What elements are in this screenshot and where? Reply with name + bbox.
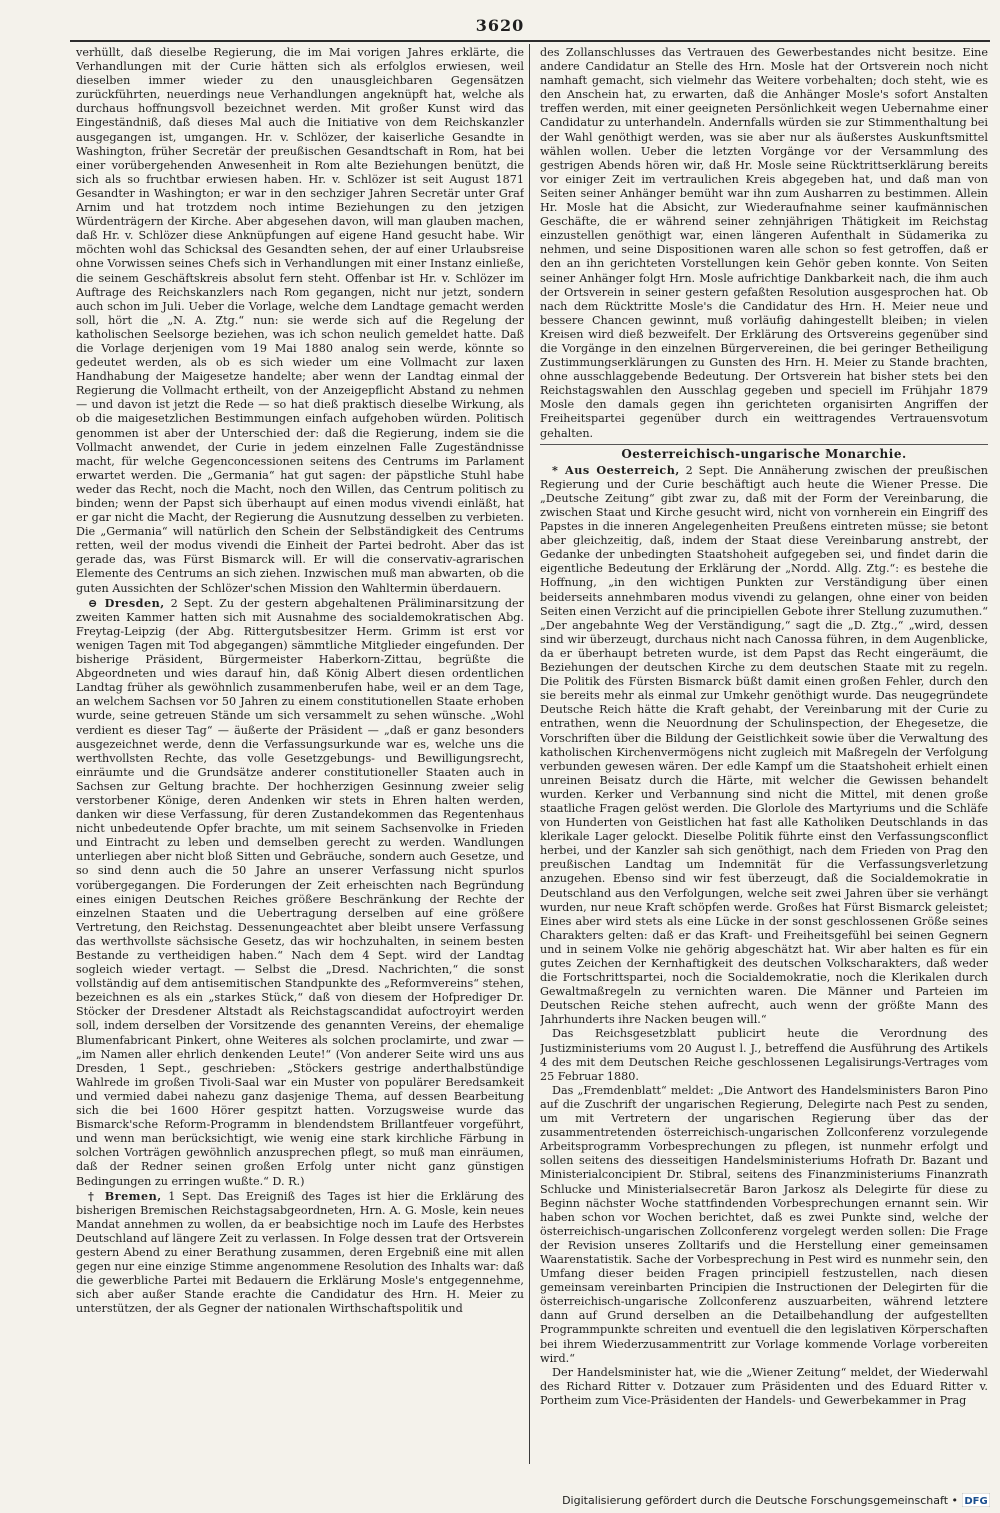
article-dresden [76,596,524,1189]
digitization-footer [0,1490,1000,1513]
article-schloezer-paragraph: verhüllt, daß dieselbe Regierung, die im Mai vorigen Jahres erklärte, die Verhandlungen mit der Curie hätten sich als erfolglos erwiesen, weil dieselben immer wieder zu den unausgleichbaren Gegensätzen zurückführten, neuerdings neue Verhandlungen angeknüpft hat, welche als durchaus hoffnungsvoll bezeichnet werden. Mit großer Kunst wird das Eingeständniß, daß dieses Mal auch die Initiative von dem Reichskanzler ausgegangen ist, umgangen. Hr. v. Schlözer, der kaiserliche Gesandte in Washington, früher Secretär der preußischen Gesandtschaft in Rom, hat bei einer vorübergehenden Anwesenheit in Rom alte Beziehungen benützt, die sich als so fruchtbar erwiesen haben. Hr. v. Schlözer ist seit August 1871 Gesandter in Washington; er war in den sechziger Jahren Secretär unter Graf Arnim und hat trotzdem noch intime Beziehungen zu den jetzigen Würdenträgern der Kirche. Aber abgesehen davon, will man glauben machen, daß Hr. v. Schlözer diese Anknüpfungen auf eigene Hand gesucht habe. Wir möchten wohl das Schicksal des Gesandten sehen, der auf einer Urlaubsreise ohne Vorwissen seines Chefs sich in Verhandlungen mit einer Instanz einließe, die seinem Geschäftskreis absolut fern steht. Offenbar ist Hr. v. Schlözer im Auftrage des Reichskanzlers nach Rom gegangen, nicht nur jetzt, sondern auch schon im Juli. Ueber die Vorlage, welche dem Landtage gemacht werden soll, hört die „N. A. Ztg.“ nun: sie werde sich auf die Regelung der katholischen Seelsorge beziehen, was ich schon neulich gemeldet hatte. Daß die Vorlage derjenigen vom 19 Mai 1880 analog sein werde, könnte so gedeutet werden, als ob es sich wieder um eine Vollmacht zur laxen Handhabung der Maigesetze handelte; aber wenn der Landtag einmal der Regierung die Vollmacht ertheilt, von der Anzeigepflicht Abstand zu nehmen — und davon ist jetzt die Rede — so hat dieß praktisch dieselbe Wirkung, als ob die maigesetzlichen Bestimmungen einfach aufgehoben würden. Politisch genommen ist aber der Unterschied der: daß die Regierung, indem sie die Vollmacht anwendet, der Curie in jedem einzelnen Falle Zugeständnisse macht, für welche Gegenconcessionen seitens des Centrums im Parlament erwartet werden. Die „Germania“ hat gut sagen: der päpstliche Stuhl habe weder das Recht, noch die Macht, noch den Willen, das Centrum politisch zu binden; wenn der Papst sich überhaupt auf einen modus vivendi einläßt, hat er gar nicht die Macht, der Regierung die Ausnutzung desselben zu verbieten. Die „Germania“ will natürlich den Schein der Selbständigkeit des Centrums retten, weil der modus vivendi die Einheit der Partei bedroht. Aber das ist gerade das, was Fürst Bismarck will. Er will die conservativ-agrarischen Elemente des Centrums an sich ziehen. Inzwischen muß man abwarten, ob die guten Aussichten der Schlözer'schen Mission den Wahltermin überdauern. [76,46,524,595]
article-bremen-text: 1 Sept. Das Ereigniß des Tages ist hier die Erklärung des bisherigen Bremischen Reichstagsabgeordneten, Hrn. A. G. Mosle, kein neues Mandat annehmen zu wollen, da er beabsichtige noch im Laufe des Herbstes Deutschland auf längere Zeit zu verlassen. In Folge dessen trat der Ortsverein gestern Abend zu einer Berathung zusammen, deren Ergebniß eine mit allen gegen nur eine einzige Stimme angenommene Resolution des Inhalts war: daß die gewerbliche Partei mit Bedauern die Erklärung Mosle's entgegennehme, sich aber außer Stande erachte die Candidatur des Hrn. H. Meier zu unterstützen, der als Gegner der nationalen Wirthschaftspolitik und [76,1189,524,1316]
article-handelsminister: Der Handelsminister hat, wie die „Wiener Zeitung“ meldet, der Wiederwahl des Richard Ritter v. Dotzauer zum Präsidenten und des Eduard Ritter v. Portheim zum Vice-Präsidenten der Handels- und Gewerbekammer in Prag [540,1365,988,1407]
section-heading-austria-hungary: Oesterreichisch-ungarische Monarchie. [540,444,988,461]
article-fremdenblatt: Das „Fremdenblatt“ meldet: „Die Antwort des Handelsministers Baron Pino auf die Zuschrift der ungarischen Regierung, Delegirte nach Pest zu senden, um mit Vertretern der ungarischen Regierung über das der zusammentretenden österreichisch-ungarischen Zollconferenz vorzulegende Arbeitsprogramm Vorbesprechungen zu pflegen, ist nunmehr erfolgt und sollen seitens des diesseitigen Handelsministeriums Hofrath Dr. Bazant und Ministerialconcipient Dr. Stibral, seitens des Finanzministeriums Finanzrath Schlucke und Ministerialsecretär Baron Jarkosz als Delegirte für diese zu Beginn nächster Woche stattfindenden Vorbesprechungen ernannt sein. Wir haben schon vor Wochen berichtet, daß es zwei Punkte sind, welche der österreichisch-ungarischen Zollconferenz vorgelegt werden sollen: Die Frage der Revision unseres Zolltarifs und die Herstellung einer gemeinsamen Waarenstatistik. Sache der Vorbesprechung in Pest wird es nunmehr sein, den Umfang dieser beiden Fragen principiell festzustellen, nach diesen gemeinsam vereinbarten Principien die Instructionen der Delegirten für die österreichisch-ungarische Zollconferenz auszuarbeiten, während letztere dann auf Grund derselben an die Detailbehandlung der aufgestellten Programmpunkte schreiten und eventuell die den legislativen Körperschaften bei ihrem Wiederzusammentritt zur Vorlage kommende Vorlage vorbereiten wird.“ [540,1083,988,1365]
dfg-logo-icon [962,1493,990,1507]
left-column [76,46,524,1466]
dateline-bremen: † Bremen, [88,1188,162,1203]
article-bremen-continued: des Zollanschlusses das Vertrauen des Gewerbestandes nicht besitze. Eine andere Candidatur an Stelle des Hrn. Mosle hat der Ortsverein noch nicht namhaft gemacht, sich vielmehr das Weitere vorbehalten; doch steht, wie es den Anschein hat, zu erwarten, daß die Anhänger Mosle's sofort Anstalten treffen werden, mit einer geeigneten Persönlichkeit wegen Uebernahme einer Candidatur zu unterhandeln. Andernfalls würden sie zur Stimmenthaltung bei der Wahl genöthigt werden, was sie aber nur als äußerstes Auskunftsmittel wählen wollen. Ueber die letzten Vorgänge vor der Versammlung des gestrigen Abends hören wir, daß Hr. Mosle seine Rücktrittserklärung bereits vor einiger Zeit im vertraulichen Kreis abgegeben hat, und daß man von Seiten seiner Anhänger bemüht war ihn zum Ausharren zu bestimmen. Allein Hr. Mosle hat die Absicht, zur Wiederaufnahme seiner kaufmännischen Geschäfte, die er während seiner zehnjährigen Thätigkeit im Reichstag einzustellen genöthigt war, einen längeren Aufenthalt in Südamerika zu nehmen, und seine Dispositionen waren alle schon so fest getroffen, daß er den an ihn gerichteten Vorstellungen kein Gehör geben konnte. Von Seiten seiner Anhänger folgt Hrn. Mosle aufrichtige Dankbarkeit nach, die ihm auch der Ortsverein in seiner gestern gefaßten Resolution ausgesprochen hat. Ob nach dem Rücktritte Mosle's die Candidatur des Hrn. H. Meier neue und bessere Chancen gewinnt, muß vorläufig dahingestellt bleiben; in vielen Kreisen wird dieß bezweifelt. Der Erklärung des Ortsvereins gegenüber sind die Vorgänge in den einzelnen Bürgervereinen, die bei geringer Betheiligung Zustimmungserklärungen zu Gunsten des Hrn. H. Meier zu Stande brachten, ohne ausschlaggebende Bedeutung. Der Ortsverein hat bisher stets bei den Reichstagswahlen den Ausschlag gegeben und speciell im Frühjahr 1879 Mosle den damals gegen ihn gerichteten organisirten Angriffen der Freiheitspartei gegenüber durch ein weittragendes Vertrauensvotum gehalten. [540,46,988,440]
dateline-austria: * Aus Oesterreich, [552,462,680,477]
dateline-dresden: ⊖ Dresden, [88,595,165,610]
right-column [540,46,988,1466]
article-austria [540,463,988,1028]
article-bremen [76,1189,524,1317]
page-number: 3620 [475,16,525,35]
column-divider [529,44,530,1464]
svg-text:DFG: DFG [964,1496,988,1507]
article-austria-text: 2 Sept. Die Annäherung zwischen der preußischen Regierung und der Curie beschäftigt auch heute die Wiener Presse. Die „Deutsche Zeitung“ gibt zwar zu, daß mit der Form der Vereinbarung, die zwischen Staat und Kirche gesucht wird, nicht von vornherein ein Eingriff des Papstes in die inneren Angelegenheiten Preußens eintreten müsse; sie betont aber gleichzeitig, daß, indem der Staat diese Vereinbarung anstrebt, der Gedanke der unbedingten Staatshoheit aufgegeben sei, und findet darin die eigentliche Bedeutung der Erklärung der „Nordd. Allg. Ztg.“: es bestehe die Hoffnung, „in den wichtigen Punkten zur Verständigung über einen beiderseits annehmbaren modus vivendi zu gelangen, ohne einer von beiden Seiten einen Verzicht auf die principiellen Gebote ihrer Stellung zuzumuthen.“ „Der angebahnte Weg der Verständigung,“ sagt die „D. Ztg.,“ „wird, dessen sind wir überzeugt, durchaus nicht nach Canossa führen, in dem Augenblicke, da er überhaupt betreten wurde, ist dem Papst das Recht eingeräumt, die Beziehungen der deutschen Kirche zu dem deutschen Staate mit zu regeln. Die Politik des Fürsten Bismarck büßt damit einen großen Fehler, durch den sie bereits mehr als einmal zur Umkehr genöthigt wurde. Das neugegründete Deutsche Reich hätte die Kraft gehabt, der Vereinbarung mit der Curie zu entrathen, wenn die Neuordnung der Schulinspection, der Ehegesetze, die Vorschriften über die Bildung der Geistlichkeit sowie über die Verwaltung des katholischen Kirchenvermögens nicht zugleich mit Maßregeln der Verfolgung verbunden gewesen wären. Der edle Kampf um die Staatshoheit erhielt einen unreinen Beisatz durch die Härte, mit welcher die Gewissen behandelt wurden. Kerker und Verbannung sind nicht die Mittel, mit denen große staatliche Fragen gelöst werden. Die Glorlole des Martyriums und die Schläfe von Hunderten von Geistlichen hat fast alle Katholiken Deutschlands in das klerikale Lager gelockt. Dieselbe Politik führte einst den Verfassungsconflict herbei, und der Kanzler sah sich genöthigt, nach dem Frieden von Prag den preußischen Landtag um Indemnität für die Verfassungsverletzung anzugehen. Ebenso sind wir fest überzeugt, daß die Socialdemokratie in Deutschland aus den Verfolgungen, welche seit zwei Jahren über sie verhängt wurden, nur neue Kraft schöpfen werde. Großes hat Fürst Bismarck geleistet; Eines aber wird stets als eine Lücke in der sonst geschlossenen Größe seines Charakters gelten: daß er das Kraft- und Freiheitsgefühl bei seinen Gegnern und in seinem Volke nie gehörig abgeschätzt hat. Wir aber halten es für ein gutes Zeichen der Kernhaftigkeit des deutschen Volkscharakters, daß weder die Fortschrittspartei, noch die Socialdemokratie, noch die Klerikalen durch Gewaltmaßregeln zu vernichten waren. Die Männer und Parteien im Deutschen Reiche stehen aufrecht, auch wenn der größte Mann des Jahrhunderts ihre Nacken beugen will.“ [540,463,988,1027]
footer-credit-text: Digitalisierung gefördert durch die Deutsche Forschungsgemeinschaft • [562,1494,958,1507]
article-reichsgesetzblatt: Das Reichsgesetzblatt publicirt heute die Verordnung des Justizministeriums vom 20 August l. J., betreffend die Ausführung des Artikels 4 des mit dem Deutschen Reiche geschlossenen Legalisirungs-Vertrages vom 25 Februar 1880. [540,1027,988,1083]
header-rule [70,40,990,42]
article-dresden-text: 2 Sept. Zu der gestern abgehaltenen Präliminarsitzung der zweiten Kammer hatten sich mit Ausnahme des socialdemokratischen Abg. Freytag-Leipzig (der Abg. Rittergutsbesitzer Herm. Grimm ist erst vor wenigen Tagen mit Tod abgegangen) sämmtliche Mitglieder eingefunden. Der bisherige Präsident, Bürgermeister Haberkorn-Zittau, begrüßte die Abgeordneten und wies darauf hin, daß König Albert diesen ordentlichen Landtag früher als gewöhnlich zusammenberufen habe, weil er an dem Tage, an welchem Sachsen vor 50 Jahren zu einem constitutionellen Staate erhoben wurde, seine getreuen Stände um sich versammelt zu sehen wünsche. „Wohl verdient es dieser Tag“ — äußerte der Präsident — „daß er ganz besonders ausgezeichnet werde, denn die Verfassungsurkunde war es, welche uns die werthvollsten Rechte, das volle Gesetzgebungs- und Bewilligungsrecht, einräumte und die Grundsätze anderer constitutioneller Staaten auch in Sachsen zur Geltung brachte. Der hochherzigen Gesinnung zweier selig verstorbener Könige, deren Andenken wir stets in Ehren halten werden, danken wir diese Verfassung, für deren Zustandekommen das Regentenhaus nicht unbedeutende Opfer brachte, um mit seinem Sachsenvolke in Frieden und Eintracht zu leben und demselben gerecht zu werden. Wandlungen unterliegen aber nicht bloß Sitten und Gebräuche, sondern auch Gesetze, und so sind denn auch die 50 Jahre an unserer Verfassung nicht spurlos vorübergegangen. Die Forderungen der Zeit erheischten nach Begründung eines einigen Deutschen Reiches größere Beschränkung der Rechte der einzelnen Staaten und die Uebertragung derselben auf eine größere Vertretung, den Reichstag. Dessenungeachtet aber bleibt unsere Verfassung das werthvollste sächsische Gesetz, das wir hochzuhalten, in seinem besten Bestande zu vertheidigen haben.“ Nach dem 4 Sept. wird der Landtag sogleich wieder vertagt. — Selbst die „Dresd. Nachrichten,“ die sonst vollständig auf dem antisemitischen Standpunkte des „Reformvereins“ stehen, bezeichnen es als ein „starkes Stück,“ daß von diesem der Hofprediger Dr. Stöcker der Dresdener Altstadt als Reichstagscandidat aufoctroyirt werden soll, indem derselben der Vorsitzende des genannten Vereins, der ehemalige Blumenfabricant Pinkert, ohne Weiteres als solchen proclamirte, und zwar — „im Namen aller ehrlich denkenden Leute!“ (Von anderer Seite wird uns aus Dresden, 1 Sept., geschrieben: „Stöckers gestrige anderthalbstündige Wahlrede im großen Tivoli-Saal war ein Muster von populärer Beredsamkeit und vermied dabei nahezu ganz dasjenige Thema, auf dessen Bearbeitung sich die bei 1600 Hörer gespitzt hatten. Vorzugsweise wurde das Bismarck'sche Reform-Programm in blendendstem Brillantfeuer vorgeführt, und wenn man berücksichtigt, wie wenig eine stark kirchliche Färbung in solchen Vorträgen gewöhnlich anzusprechen pflegt, so muß man einräumen, daß der Redner seinen großen Erfolg unter nicht ganz günstigen Bedingungen zu erringen wußte.“ D. R.) [76,596,524,1188]
